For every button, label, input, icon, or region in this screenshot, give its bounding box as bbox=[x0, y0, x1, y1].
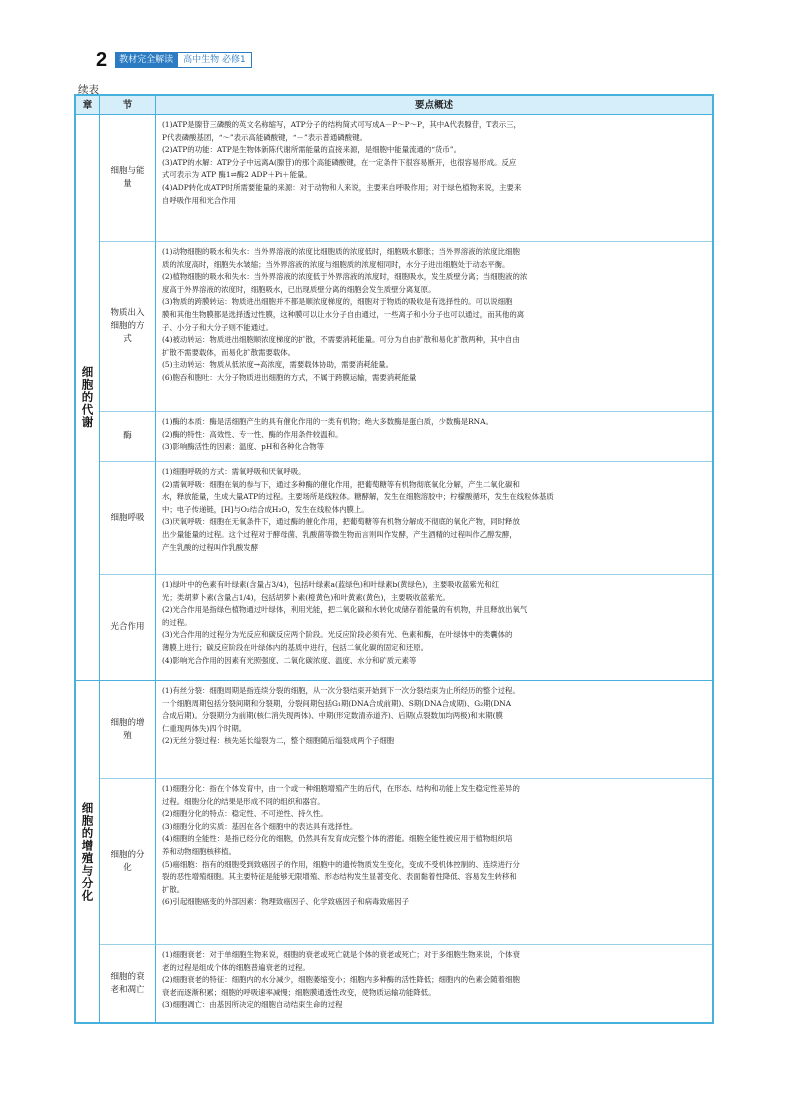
section-cell: 细胞的增殖 bbox=[100, 681, 156, 779]
continued-label: 续表 bbox=[78, 84, 99, 96]
section-cell: 细胞的衰老和凋亡 bbox=[100, 945, 156, 1022]
summary-cell: (1)细胞呼吸的方式：需氧呼吸和厌氧呼吸。 (2)需氧呼吸：细胞在氧的参与下，通过多种酶的催化作用，把葡萄糖等有机物彻底氧化分解，产生二氧化碳和 水，释放能量，生成大量ATP的过程。主要场所是线粒体。糖酵解，发生在细胞溶胶中；柠檬酸循环，发生在线粒体基质 中；电子传递链，[H]与O₂结合成H₂O，发生在线粒体内膜上。 (3)厌氧呼吸：细胞在无氧条件下，通过酶的催化作用，把葡萄糖等有机物分解成不彻底的氧化产物，同时释放 出少量能量的过程。这个过程对于酵母菌、乳酸菌等微生物而言则叫作发酵，产生酒精的过程叫作乙醇发酵， 产生乳酸的过程叫作乳酸发酵 bbox=[156, 462, 712, 575]
section-cell: 细胞呼吸 bbox=[100, 462, 156, 575]
header-section: 节 bbox=[100, 96, 156, 115]
section-cell: 细胞与能量 bbox=[100, 115, 156, 242]
summary-cell: (1)ATP是腺苷三磷酸的英文名称缩写，ATP分子的结构简式可写成A－P～P～P，其中A代表腺苷，T表示三， P代表磷酸基团，“～”表示高能磷酸键，“－”表示普通磷酸键。 (2)ATP的功能：ATP是生物体新陈代谢所需能量的直接来源，是细胞中能量流通的“货币”。 (3)ATP的水解：ATP分子中远离A(腺苷)的那个高能磷酸键，在一定条件下很容易断开，也很容易形成。反应 式可表示为 ATP 酶1⇌酶2 ADP＋Pi＋能量。 (4)ADP转化成ATP时所需要能量的来源：对于动物和人来说，主要来自呼吸作用；对于绿色植物来说，主要来 自呼吸作用和光合作用 bbox=[156, 115, 712, 242]
chapter-title: 细胞的增殖与分化 bbox=[80, 801, 95, 902]
summary-cell: (1)细胞衰老：对于单细胞生物来说，细胞的衰老或死亡就是个体的衰老或死亡；对于多细胞生物来说，个体衰 老的过程是组成个体的细胞普遍衰老的过程。 (2)细胞衰老的特征：细胞内的水分减少，细胞萎缩变小；细胞内多种酶的活性降低；细胞内的色素会随着细胞 衰老而逐渐积累；细胞的呼吸速率减慢；细胞膜通透性改变，使物质运输功能降低。 (3)细胞凋亡：由基因所决定的细胞自动结束生命的过程 bbox=[162, 950, 520, 1010]
page-header bbox=[96, 50, 252, 70]
summary-cell: (1)绿叶中的色素有叶绿素(含量占3/4)，包括叶绿素a(蓝绿色)和叶绿素b(黄绿色)，主要吸收蓝紫光和红 光；类胡萝卜素(含量占1/4)，包括胡萝卜素(橙黄色)和叶黄素(黄色)，主要吸收蓝紫光。 (2)光合作用是指绿色植物通过叶绿体，利用光能，把二氧化碳和水转化成储存着能量的有机物，并且释放出氧气 的过程。 (3)光合作用的过程分为光反应和碳反应两个阶段。光反应阶段必须有光、色素和酶，在叶绿体中的类囊体的 薄膜上进行；碳反应阶段在叶绿体内的基质中进行，包括二氧化碳的固定和还原。 (4)影响光合作用的因素有光照强度、二氧化碳浓度、温度、水分和矿质元素等 bbox=[156, 575, 712, 681]
summary-cell: (1)酶的本质：酶是活细胞产生的具有催化作用的一类有机物；绝大多数酶是蛋白质，少数酶是RNA。 (2)酶的特性：高效性、专一性、酶的作用条件较温和。 (3)影响酶活性的因素：温度、pH和各种化合物等 bbox=[156, 412, 712, 462]
header-summary: 要点概述 bbox=[156, 96, 712, 115]
section-cell: 酶 bbox=[100, 412, 156, 462]
chapter-title: 细胞的代谢 bbox=[80, 366, 95, 429]
section-cell: 光合作用 bbox=[100, 575, 156, 681]
course-tag: 高中生物 必修1 bbox=[177, 52, 252, 68]
book-title-tag: 教材完全解读 bbox=[115, 52, 177, 68]
section-cell: 细胞的分化 bbox=[100, 779, 156, 945]
header-chapter: 章 bbox=[76, 96, 100, 115]
section-cell: 物质出入细胞的方式 bbox=[100, 242, 156, 412]
summary-cell: (1)有丝分裂：细胞周期是指连续分裂的细胞，从一次分裂结束开始到下一次分裂结束为止所经历的整个过程。 一个细胞周期包括分裂间期和分裂期，分裂间期包括G₁期(DNA合成前期)、S期(DNA合成期)、G₂期(DNA 合成后期)。分裂期分为前期(核仁消失现两体)、中期(形定数清赤道齐)、后期(点裂数加均两极)和末期(膜 仁重现两体失)四个时期。 (2)无丝分裂过程：核先延长缢裂为二，整个细胞随后缢裂成两个子细胞 bbox=[156, 681, 712, 779]
chapter-cell bbox=[76, 681, 100, 1022]
summary-cell: (1)动物细胞的吸水和失水：当外界溶液的浓度比细胞质的浓度低时，细胞吸水膨胀；当外界溶液的浓度比细胞 质的浓度高时，细胞失水皱缩；当外界溶液的浓度与细胞质的浓度相同时，水分子进出细胞处于动态平衡。 (2)植物细胞的吸水和失水：当外界溶液的浓度低于外界溶液的浓度时，细胞吸水，发生质壁分离；当细胞液的浓 度高于外界溶液的浓度时，细胞吸水，已出现质壁分离的细胞会发生质壁分离复原。 (3)物质的跨膜转运：物质进出细胞并不都是顺浓度梯度的，细胞对于物质的吸收是有选择性的。可以说细胞 膜和其他生物膜都是选择透过性膜，这种膜可以让水分子自由通过，一些离子和小分子也可以通过，而其他的离 子、小分子和大分子则不能通过。 (4)被动转运：物质进出细胞顺浓度梯度的扩散，不需要消耗能量。可分为自由扩散和易化扩散两种，其中自由 扩散不需要载体，而易化扩散需要载体。 (5)主动转运：物质从低浓度→高浓度，需要载体协助，需要消耗能量。 (6)胞吞和胞吐：大分子物质进出细胞的方式，不属于跨膜运输，需要消耗能量 bbox=[156, 242, 712, 412]
summary-cell: (1)细胞分化：指在个体发育中，由一个或一种细胞增殖产生的后代，在形态、结构和功能上发生稳定性差异的 过程。细胞分化的结果是形成不同的组织和器官。 (2)细胞分化的特点：稳定性、不可逆性、持久性。 (3)细胞分化的实质：基因在各个细胞中的表达具有选择性。 (4)细胞的全能性：是指已经分化的细胞，仍然具有发育成完整个体的潜能。细胞全能性被应用于植物组织培 养和动物细胞核移植。 (5)癌细胞：指有的细胞受到致癌因子的作用，细胞中的遗传物质发生变化，变成不受机体控制的、连续进行分 裂的恶性增殖细胞。其主要特征是能够无限增殖、形态结构发生显著变化、表面黏着性降低、容易发生转移和 扩散。 (6)引起细胞癌变的外部因素：物理致癌因子、化学致癌因子和病毒致癌因子 bbox=[156, 779, 712, 945]
chapter-cell bbox=[76, 115, 100, 681]
summary-table bbox=[74, 94, 714, 1024]
page-number: 2 bbox=[96, 49, 108, 71]
